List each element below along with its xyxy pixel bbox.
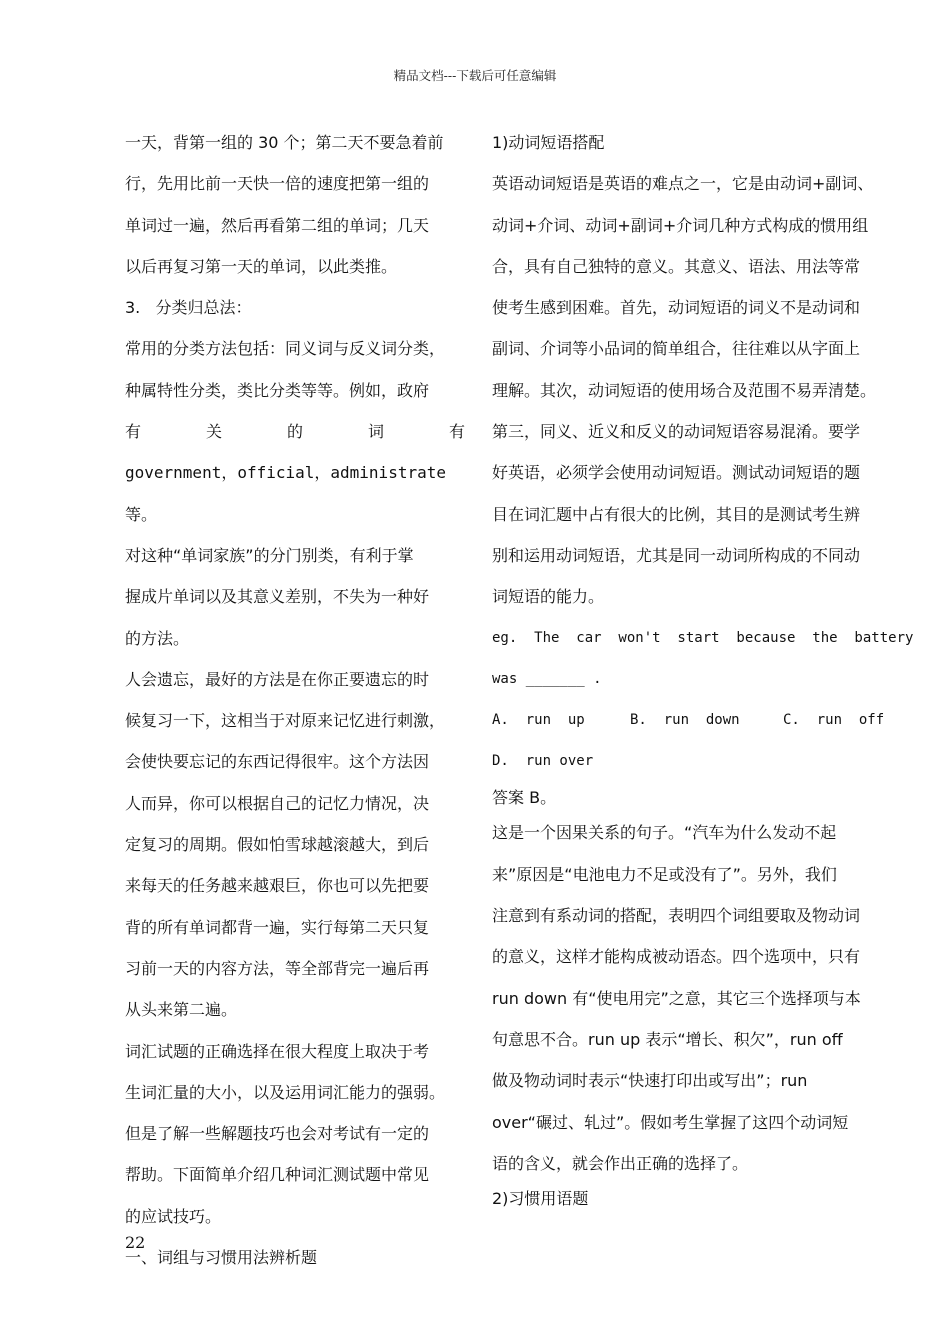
text-line: 的方法。 [125, 628, 190, 648]
text-line: 词汇试题的正确选择在很大程度上取决于考 [125, 1041, 430, 1061]
answer-options [492, 700, 892, 741]
option-c: C. run off [783, 712, 885, 729]
example-question [492, 618, 914, 783]
text-line: 握成片单词以及其意义差别，不失为一种好 [125, 587, 430, 607]
text-line: 来”原因是“电池电力不足或没有了”。另外，我们 [492, 864, 837, 884]
paragraph-review [125, 659, 465, 1031]
example-sentence-end: was _______ . [492, 670, 602, 687]
section-heading-phrases: 一、词组与习惯用法辨析题 [125, 1248, 318, 1268]
text-line: 好英语，必须学会使用动词短语。测试动词短语的题 [492, 463, 861, 483]
text-line: 做及物动词时表示“快速打印出或写出”；run [492, 1071, 808, 1091]
text-line: 单词过一遍，然后再看第二组的单词；几天 [125, 215, 430, 235]
spread-char: 词 [367, 422, 384, 442]
text-line: 种属特性分类，类比分类等等。例如，政府 [125, 380, 430, 400]
example-sentence: eg. The car won't start because the battery [492, 629, 914, 646]
section-heading-verb-phrases: 1)动词短语搭配 [492, 133, 605, 152]
answer-line: 答案 B。 [492, 788, 557, 808]
text-line: 合，具有自己独特的意义。其意义、语法、用法等常 [492, 256, 861, 276]
text-line: 会使快要忘记的东西记得很牢。这个方法因 [125, 752, 430, 772]
text-line: 使考生感到困难。首先，动词短语的词义不是动词和 [492, 298, 861, 318]
spread-char: 关 [205, 422, 222, 442]
spread-char: 的 [286, 422, 303, 442]
text-line: 生词汇量的大小，以及运用词汇能力的强弱。 [125, 1082, 446, 1102]
text-line: 对这种“单词家族”的分门别类，有利于掌 [125, 545, 414, 565]
text-line: 行，先用比前一天快一倍的速度把第一组的 [125, 174, 430, 194]
text-line: 定复习的周期。假如怕雪球越滚越大，到后 [125, 835, 430, 855]
text-line: 副词、介词等小品词的简单组合，往往难以从字面上 [492, 339, 861, 359]
text-line: 词短语的能力。 [492, 587, 605, 607]
option-d: D. run over [492, 753, 594, 770]
paragraph-explanation [492, 812, 892, 1184]
text-line: 常用的分类方法包括：同义词与反义词分类， [125, 339, 446, 359]
text-line: 习前一天的内容方法，等全部背完一遍后再 [125, 958, 430, 978]
text-line: 第三，同义、近义和反义的动词短语容易混淆。要学 [492, 422, 861, 442]
text-line: 候复习一下，这相当于对原来记忆进行刺激， [125, 711, 446, 731]
text-line: 的意义，这样才能构成被动语态。四个选项中，只有 [492, 947, 861, 967]
spread-char: 有 [448, 422, 465, 442]
paragraph-test-skills [125, 1031, 465, 1237]
paragraph-classification [125, 328, 465, 658]
text-line: 从头来第二遍。 [125, 1000, 238, 1020]
option-a: A. run up [492, 712, 585, 729]
text-line: 别和运用动词短语，尤其是同一动词所构成的不同动 [492, 545, 861, 565]
text-line: 的应试技巧。 [125, 1206, 222, 1226]
text-line: 目在词汇题中占有很大的比例，其目的是测试考生辨 [492, 504, 861, 524]
text-line: 人会遗忘，最好的方法是在你正要遗忘的时 [125, 669, 430, 689]
text-line: 来每天的任务越来越艰巨，你也可以先把要 [125, 876, 430, 896]
text-line: 注意到有系动词的搭配，表明四个词组要取及物动词 [492, 906, 861, 926]
text-line: over“碾过、轧过”。假如考生掌握了这四个动词短 [492, 1112, 849, 1132]
section-heading-classification: 3. 分类归总法： [125, 298, 252, 318]
left-column [125, 122, 465, 1278]
text-line: 动词+介词、动词+副词+介词几种方式构成的惯用组 [492, 215, 869, 235]
text-line: 一天，背第一组的 30 个；第二天不要急着前 [125, 133, 444, 152]
text-line: 帮助。下面简单介绍几种词汇测试题中常见 [125, 1165, 430, 1185]
spread-char: 有 [125, 422, 142, 442]
section-heading-idioms: 2)习惯用语题 [492, 1189, 589, 1209]
text-line: 但是了解一些解题技巧也会对考试有一定的 [125, 1124, 430, 1144]
text-line: 这是一个因果关系的句子。“汽车为什么发动不起 [492, 823, 837, 843]
text-line: run down 有“使电用完”之意，其它三个选择项与本 [492, 988, 861, 1008]
text-line: 理解。其次，动词短语的使用场合及范围不易弄清楚。 [492, 380, 877, 400]
right-column [492, 122, 914, 1214]
page-header: 精品文档---下载后可任意编辑 [393, 68, 557, 83]
paragraph-memory-schedule [125, 122, 465, 287]
text-line: 句意思不合。run up 表示“增长、积欠”，run off [492, 1029, 843, 1049]
paragraph-verb-phrases [492, 163, 892, 617]
text-line: 以后再复习第一天的单词，以此类推。 [125, 256, 398, 276]
text-line: 语的含义，就会作出正确的选择了。 [492, 1153, 749, 1173]
text-line: 人而异，你可以根据自己的记忆力情况，决 [125, 793, 430, 813]
text-line: 英语动词短语是英语的难点之一，它是由动词+副词、 [492, 174, 874, 194]
option-b: B. run down [630, 712, 740, 729]
text-line: 背的所有单词都背一遍，实行每第二天只复 [125, 917, 430, 937]
example-words-line: government，official，administrate 等。 [125, 463, 446, 524]
page-number: 22 [125, 1233, 146, 1252]
spread-line [125, 411, 465, 452]
